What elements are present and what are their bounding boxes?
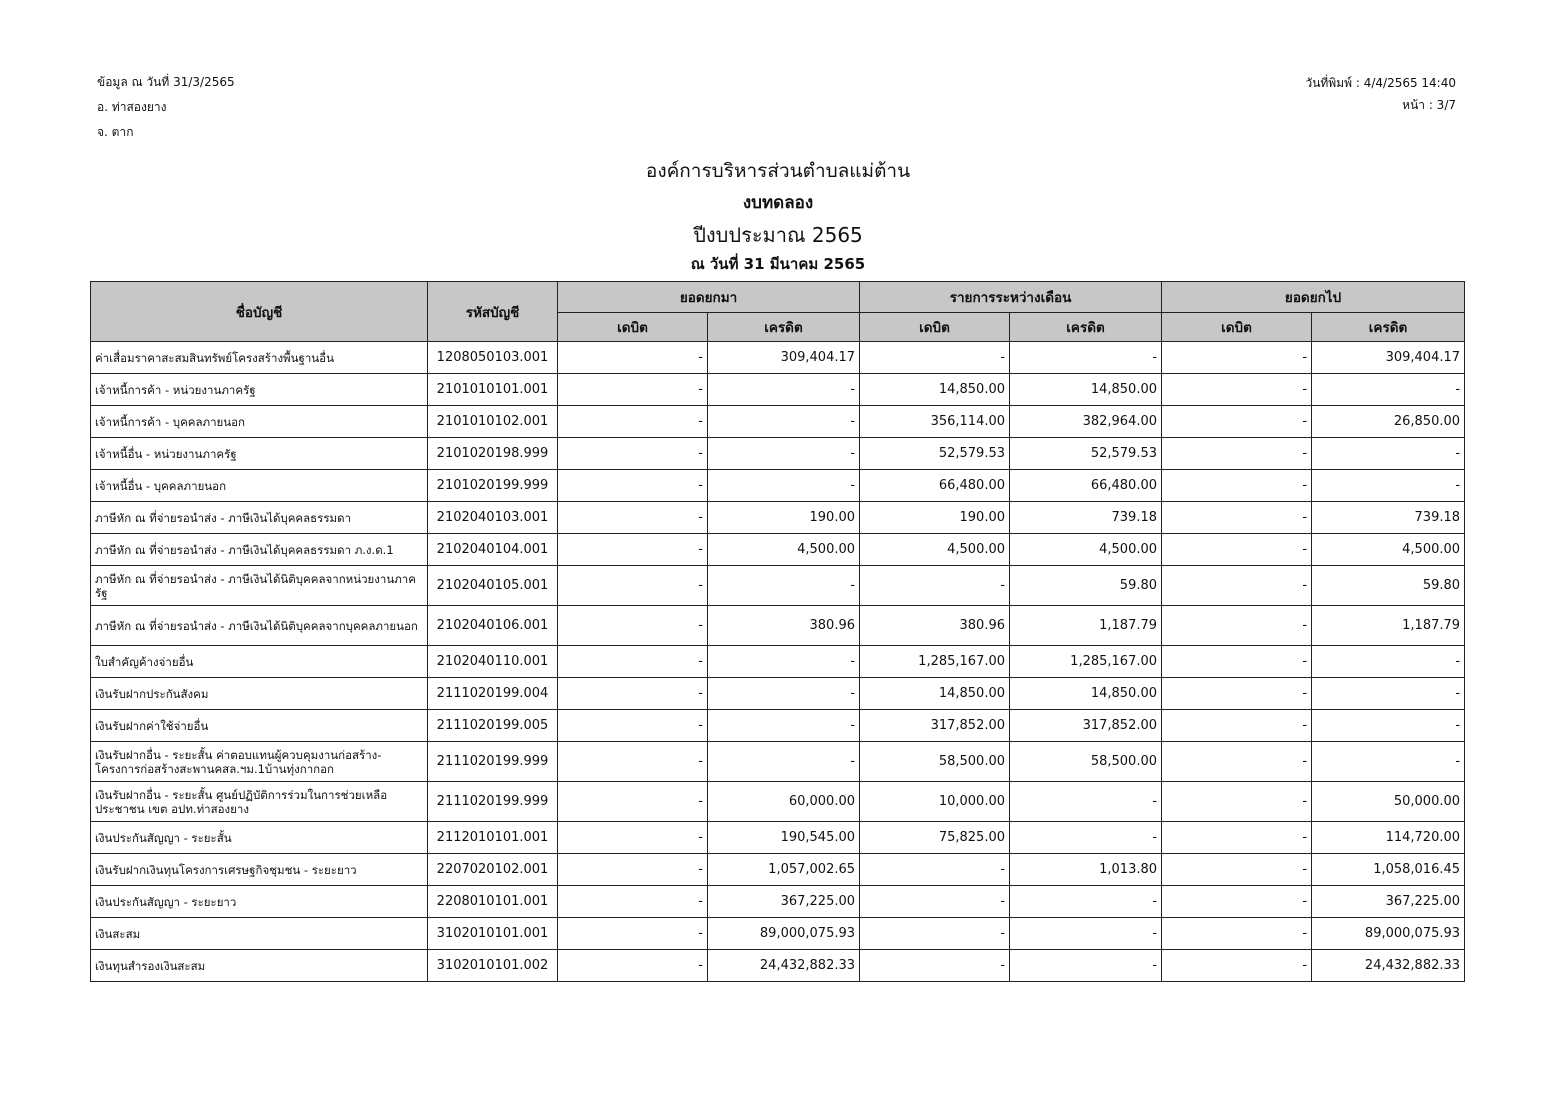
table-row [91, 566, 1465, 606]
month-debit-cell: - [860, 950, 1010, 982]
brought-credit-cell: 367,225.00 [708, 886, 860, 918]
account-name-cell: เงินรับฝากเงินทุนโครงการเศรษฐกิจชุมชน - ระยะยาว [91, 854, 428, 886]
brought-credit-cell: - [708, 470, 860, 502]
table-row [91, 710, 1465, 742]
account-name-cell: เงินประกันสัญญา - ระยะสั้น [91, 822, 428, 854]
brought-credit-cell: 60,000.00 [708, 782, 860, 822]
brought-debit-cell: - [558, 950, 708, 982]
header-account-name: ชื่อบัญชี [91, 282, 428, 342]
table-row [91, 742, 1465, 782]
brought-credit-cell: 380.96 [708, 606, 860, 646]
account-code-cell: 2111020199.999 [428, 782, 558, 822]
carried-credit-cell: 26,850.00 [1312, 406, 1465, 438]
month-debit-cell: - [860, 854, 1010, 886]
account-name-cell: ใบสำคัญค้างจ่ายอื่น [91, 646, 428, 678]
brought-debit-cell: - [558, 646, 708, 678]
table-body [91, 342, 1465, 982]
carried-debit-cell: - [1162, 678, 1312, 710]
table-row [91, 822, 1465, 854]
account-name-cell: เงินรับฝากค่าใช้จ่ายอื่น [91, 710, 428, 742]
account-code-cell: 3102010101.001 [428, 918, 558, 950]
month-credit-cell: 14,850.00 [1010, 678, 1162, 710]
brought-credit-cell: - [708, 678, 860, 710]
table-row [91, 950, 1465, 982]
table-header [91, 282, 1465, 342]
month-credit-cell: 52,579.53 [1010, 438, 1162, 470]
account-code-cell: 2102040103.001 [428, 502, 558, 534]
month-credit-cell: - [1010, 782, 1162, 822]
carried-credit-cell: 1,058,016.45 [1312, 854, 1465, 886]
account-code-cell: 2101020198.999 [428, 438, 558, 470]
account-code-cell: 2102040104.001 [428, 534, 558, 566]
account-code-cell: 2102040105.001 [428, 566, 558, 606]
table-row [91, 606, 1465, 646]
account-code-cell: 1208050103.001 [428, 342, 558, 374]
account-code-cell: 2102040106.001 [428, 606, 558, 646]
brought-debit-cell: - [558, 534, 708, 566]
carried-debit-cell: - [1162, 470, 1312, 502]
header-credit: เครดิต [1010, 313, 1162, 342]
document-title: งบทดลอง [742, 193, 814, 213]
brought-credit-cell: - [708, 710, 860, 742]
carried-debit-cell: - [1162, 950, 1312, 982]
month-credit-cell: - [1010, 918, 1162, 950]
account-name-cell: เงินสะสม [91, 918, 428, 950]
month-debit-cell: 1,285,167.00 [860, 646, 1010, 678]
brought-debit-cell: - [558, 742, 708, 782]
brought-credit-cell: - [708, 742, 860, 782]
account-name-cell: เจ้าหนี้การค้า - หน่วยงานภาครัฐ [91, 374, 428, 406]
carried-debit-cell: - [1162, 374, 1312, 406]
data-date: ข้อมูล ณ วันที่ 31/3/2565 [97, 75, 235, 89]
brought-credit-cell: - [708, 646, 860, 678]
account-name-cell: เงินประกันสัญญา - ระยะยาว [91, 886, 428, 918]
carried-debit-cell: - [1162, 710, 1312, 742]
table-row [91, 342, 1465, 374]
month-debit-cell: - [860, 918, 1010, 950]
account-name-cell: ค่าเสื่อมราคาสะสมสินทรัพย์โครงสร้างพื้นฐานอื่น [91, 342, 428, 374]
month-debit-cell: - [860, 566, 1010, 606]
header-debit: เดบิต [558, 313, 708, 342]
month-debit-cell: 380.96 [860, 606, 1010, 646]
account-code-cell: 2208010101.001 [428, 886, 558, 918]
month-credit-cell: - [1010, 886, 1162, 918]
header-credit: เครดิต [1312, 313, 1465, 342]
carried-debit-cell: - [1162, 886, 1312, 918]
carried-debit-cell: - [1162, 854, 1312, 886]
table-row [91, 854, 1465, 886]
table-row [91, 406, 1465, 438]
month-credit-cell: 66,480.00 [1010, 470, 1162, 502]
month-credit-cell: 59.80 [1010, 566, 1162, 606]
month-debit-cell: 66,480.00 [860, 470, 1010, 502]
carried-credit-cell: - [1312, 678, 1465, 710]
carried-debit-cell: - [1162, 342, 1312, 374]
carried-debit-cell: - [1162, 822, 1312, 854]
carried-credit-cell: 309,404.17 [1312, 342, 1465, 374]
brought-debit-cell: - [558, 438, 708, 470]
month-credit-cell: 4,500.00 [1010, 534, 1162, 566]
month-credit-cell: 317,852.00 [1010, 710, 1162, 742]
brought-credit-cell: 24,432,882.33 [708, 950, 860, 982]
report-titles [0, 155, 1556, 277]
account-code-cell: 2112010101.001 [428, 822, 558, 854]
report-meta-left [97, 70, 235, 145]
month-credit-cell: - [1010, 342, 1162, 374]
month-debit-cell: 317,852.00 [860, 710, 1010, 742]
account-code-cell: 2101020199.999 [428, 470, 558, 502]
month-credit-cell: 58,500.00 [1010, 742, 1162, 782]
month-credit-cell: - [1010, 822, 1162, 854]
account-code-cell: 2101010101.001 [428, 374, 558, 406]
header-brought-forward: ยอดยกมา [558, 282, 860, 313]
district: อ. ท่าสองยาง [97, 100, 167, 114]
account-code-cell: 2207020102.001 [428, 854, 558, 886]
month-credit-cell: 382,964.00 [1010, 406, 1162, 438]
carried-debit-cell: - [1162, 406, 1312, 438]
month-credit-cell: 739.18 [1010, 502, 1162, 534]
carried-debit-cell: - [1162, 918, 1312, 950]
month-debit-cell: 356,114.00 [860, 406, 1010, 438]
header-month-transactions: รายการระหว่างเดือน [860, 282, 1162, 313]
brought-debit-cell: - [558, 502, 708, 534]
brought-credit-cell: 190,545.00 [708, 822, 860, 854]
brought-credit-cell: - [708, 438, 860, 470]
table-row [91, 886, 1465, 918]
brought-debit-cell: - [558, 886, 708, 918]
header-carried-forward: ยอดยกไป [1162, 282, 1465, 313]
carried-credit-cell: - [1312, 374, 1465, 406]
brought-credit-cell: 4,500.00 [708, 534, 860, 566]
table-row [91, 646, 1465, 678]
account-name-cell: ภาษีหัก ณ ที่จ่ายรอนำส่ง - ภาษีเงินได้นิติบุคคลจากบุคคลภายนอก [91, 606, 428, 646]
account-code-cell: 3102010101.002 [428, 950, 558, 982]
carried-credit-cell: - [1312, 438, 1465, 470]
brought-debit-cell: - [558, 566, 708, 606]
account-name-cell: เงินทุนสำรองเงินสะสม [91, 950, 428, 982]
account-code-cell: 2111020199.004 [428, 678, 558, 710]
organization-title: องค์การบริหารส่วนตำบลแม่ต้าน [645, 160, 911, 182]
month-credit-cell: 14,850.00 [1010, 374, 1162, 406]
carried-credit-cell: - [1312, 646, 1465, 678]
carried-credit-cell: 89,000,075.93 [1312, 918, 1465, 950]
brought-credit-cell: 1,057,002.65 [708, 854, 860, 886]
fiscal-year: ปีงบประมาณ 2565 [693, 223, 863, 247]
report-meta-right [1305, 72, 1456, 116]
table-row [91, 374, 1465, 406]
table-row [91, 918, 1465, 950]
month-debit-cell: - [860, 886, 1010, 918]
province: จ. ตาก [97, 125, 134, 139]
account-code-cell: 2101010102.001 [428, 406, 558, 438]
month-debit-cell: 10,000.00 [860, 782, 1010, 822]
month-credit-cell: 1,187.79 [1010, 606, 1162, 646]
account-name-cell: เจ้าหนี้อื่น - หน่วยงานภาครัฐ [91, 438, 428, 470]
account-code-cell: 2111020199.999 [428, 742, 558, 782]
brought-debit-cell: - [558, 470, 708, 502]
brought-credit-cell: - [708, 566, 860, 606]
carried-debit-cell: - [1162, 646, 1312, 678]
carried-credit-cell: 367,225.00 [1312, 886, 1465, 918]
month-credit-cell: 1,285,167.00 [1010, 646, 1162, 678]
carried-credit-cell: 59.80 [1312, 566, 1465, 606]
brought-credit-cell: 309,404.17 [708, 342, 860, 374]
account-name-cell: เงินรับฝากอื่น - ระยะสั้น ศูนย์ปฏิบัติการร่วมในการช่วยเหลือประชาชน เขต อปท.ท่าสองยาง [91, 782, 428, 822]
table-row [91, 534, 1465, 566]
carried-debit-cell: - [1162, 606, 1312, 646]
brought-debit-cell: - [558, 854, 708, 886]
carried-debit-cell: - [1162, 742, 1312, 782]
carried-debit-cell: - [1162, 438, 1312, 470]
month-credit-cell: - [1010, 950, 1162, 982]
brought-debit-cell: - [558, 710, 708, 742]
carried-credit-cell: 50,000.00 [1312, 782, 1465, 822]
carried-credit-cell: - [1312, 742, 1465, 782]
brought-debit-cell: - [558, 342, 708, 374]
header-credit: เครดิต [708, 313, 860, 342]
carried-debit-cell: - [1162, 566, 1312, 606]
table-row [91, 678, 1465, 710]
month-debit-cell: 52,579.53 [860, 438, 1010, 470]
as-of-date: ณ วันที่ 31 มีนาคม 2565 [690, 255, 866, 273]
header-debit: เดบิต [1162, 313, 1312, 342]
print-date: วันที่พิมพ์ : 4/4/2565 14:40 [1305, 76, 1456, 90]
carried-credit-cell: 114,720.00 [1312, 822, 1465, 854]
trial-balance-table [90, 281, 1465, 982]
month-debit-cell: 190.00 [860, 502, 1010, 534]
header-account-code: รหัสบัญชี [428, 282, 558, 342]
brought-debit-cell: - [558, 782, 708, 822]
brought-credit-cell: - [708, 406, 860, 438]
brought-debit-cell: - [558, 822, 708, 854]
table-row [91, 782, 1465, 822]
account-name-cell: ภาษีหัก ณ ที่จ่ายรอนำส่ง - ภาษีเงินได้บุคคลธรรมดา [91, 502, 428, 534]
month-debit-cell: 4,500.00 [860, 534, 1010, 566]
month-debit-cell: 14,850.00 [860, 678, 1010, 710]
carried-debit-cell: - [1162, 782, 1312, 822]
table-row [91, 470, 1465, 502]
month-debit-cell: - [860, 342, 1010, 374]
table-row [91, 502, 1465, 534]
brought-credit-cell: - [708, 374, 860, 406]
carried-debit-cell: - [1162, 502, 1312, 534]
account-code-cell: 2111020199.005 [428, 710, 558, 742]
carried-credit-cell: - [1312, 470, 1465, 502]
account-code-cell: 2102040110.001 [428, 646, 558, 678]
brought-debit-cell: - [558, 606, 708, 646]
account-name-cell: ภาษีหัก ณ ที่จ่ายรอนำส่ง - ภาษีเงินได้บุคคลธรรมดา ภ.ง.ด.1 [91, 534, 428, 566]
account-name-cell: ภาษีหัก ณ ที่จ่ายรอนำส่ง - ภาษีเงินได้นิติบุคคลจากหน่วยงานภาครัฐ [91, 566, 428, 606]
month-debit-cell: 75,825.00 [860, 822, 1010, 854]
carried-credit-cell: 24,432,882.33 [1312, 950, 1465, 982]
brought-credit-cell: 89,000,075.93 [708, 918, 860, 950]
month-credit-cell: 1,013.80 [1010, 854, 1162, 886]
brought-debit-cell: - [558, 406, 708, 438]
page-number: หน้า : 3/7 [1402, 98, 1456, 112]
carried-credit-cell: 1,187.79 [1312, 606, 1465, 646]
header-debit: เดบิต [860, 313, 1010, 342]
carried-credit-cell: 4,500.00 [1312, 534, 1465, 566]
table-row [91, 438, 1465, 470]
carried-credit-cell: - [1312, 710, 1465, 742]
account-name-cell: เจ้าหนี้การค้า - บุคคลภายนอก [91, 406, 428, 438]
account-name-cell: เงินรับฝากอื่น - ระยะสั้น ค่าตอบแทนผู้ควบคุมงานก่อสร้าง-โครงการก่อสร้างสะพานคสล.ฯม.1บ้านทุ่งกากอก [91, 742, 428, 782]
brought-debit-cell: - [558, 918, 708, 950]
month-debit-cell: 58,500.00 [860, 742, 1010, 782]
brought-credit-cell: 190.00 [708, 502, 860, 534]
carried-debit-cell: - [1162, 534, 1312, 566]
account-name-cell: เจ้าหนี้อื่น - บุคคลภายนอก [91, 470, 428, 502]
carried-credit-cell: 739.18 [1312, 502, 1465, 534]
account-name-cell: เงินรับฝากประกันสังคม [91, 678, 428, 710]
brought-debit-cell: - [558, 374, 708, 406]
month-debit-cell: 14,850.00 [860, 374, 1010, 406]
brought-debit-cell: - [558, 678, 708, 710]
